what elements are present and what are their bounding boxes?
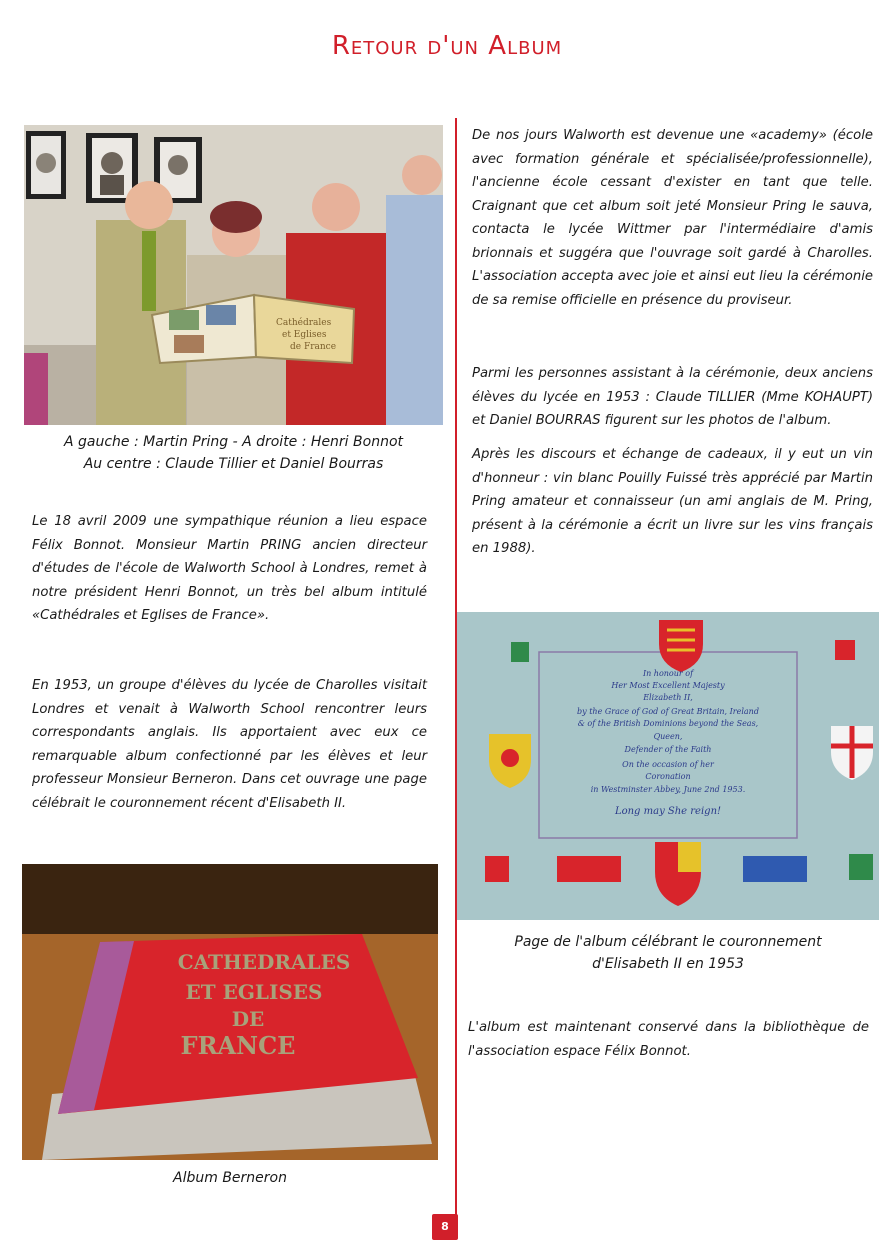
right-paragraph-1: De nos jours Walworth est devenue une «academy» (école avec formation générale et spécialisée/professionnelle), l'ancienne école cessant d'exister en tant que telle. Craignant que cet album soit jeté Monsieur Pring le sauva, contacta le lycée Wittmer par l'intermédiaire d'amis brionnais et suggéra que l'ouvrage soit gardé à Charolles. L'association accepta avec joie et ainsi eut lieu la cérémonie de sa remise officielle en présence du proviseur. (472, 128, 873, 308)
inscription-line: by the Grace of God of Great Britain, Ireland (577, 707, 759, 716)
inscription-line: in Westminster Abbey, June 2nd 1953. (590, 785, 746, 794)
album-cover-line: de France (290, 342, 337, 352)
stamp (511, 642, 529, 662)
stamp (835, 640, 855, 660)
caption-line: A gauche : Martin Pring - A droite : Henri Bonnot (63, 434, 403, 450)
inscription-line: Elizabeth II, (643, 693, 693, 702)
caption-line: d'Elisabeth II en 1953 (592, 956, 744, 972)
stamp (485, 856, 509, 882)
right-paragraph-3: Après les discours et échange de cadeaux, il y eut un vin d'honneur : vin blanc Pouilly Fuissé très apprécié par Martin Pring amateur et connaisseur (un ami anglais de M. Pring, présent à la cérémonie a écrit un livre sur les vins français en 1988). (472, 447, 873, 556)
inscription-line: Long may She reign! (614, 806, 722, 817)
wall-portrait (26, 131, 66, 199)
inscription-line: Her Most Excellent Majesty (611, 681, 725, 690)
page-title: Retour d'un Album (331, 31, 563, 62)
left-paragraph-2: En 1953, un groupe d'élèves du lycée de Charolles visitait Londres et venait à Walworth School rencontrer leurs correspondants anglais. Ils apportaient avec eux ce remarquable album confectionné par les élèves et leur professeur Monsieur Berneron. Dans cet ouvrage une page célébrait le couronnement récent d'Elisabeth II. (32, 678, 427, 811)
photo1-caption (24, 431, 443, 475)
person-henri-bonnot (386, 155, 443, 425)
inscription-line: Queen, (653, 732, 683, 741)
right-paragraph-2: Parmi les personnes assistant à la cérémonie, deux anciens élèves du lycée en 1953 : Claude TILLIER (Mme KOHAUPT) et Daniel BOURRAS figurent sur les photos de l'album. (472, 366, 873, 428)
cover-title-line: CATHEDRALES (177, 950, 351, 974)
photo3-caption (457, 931, 879, 975)
inscription-line: Coronation (645, 772, 691, 781)
cover-title-line: FRANCE (180, 1031, 296, 1060)
stamp (557, 856, 621, 882)
caption-line: Au centre : Claude Tillier et Daniel Bourras (83, 456, 384, 472)
photo2-caption: Album Berneron (173, 1170, 287, 1186)
album-cover-line: et Eglises (282, 330, 327, 340)
inscription-line: In honour of (642, 669, 694, 678)
page-number: 8 (432, 1214, 458, 1240)
coronation-page-photo (457, 612, 879, 920)
right-paragraph-4: L'album est maintenant conservé dans la bibliothèque de l'association espace Félix Bonnot. (468, 1020, 869, 1059)
stamp (849, 854, 873, 880)
album-cover-photo (22, 864, 438, 1160)
group-photo (24, 125, 443, 425)
stamp (743, 856, 807, 882)
cover-title-line: ET EGLISES (185, 980, 323, 1004)
cover-title-line: DE (231, 1007, 265, 1031)
inscription-line: & of the British Dominions beyond the Seas, (577, 719, 759, 728)
inscription-line: On the occasion of her (622, 760, 714, 769)
inscription-line: Defender of the Faith (624, 745, 712, 754)
left-paragraph-1: Le 18 avril 2009 une sympathique réunion a lieu espace Félix Bonnot. Monsieur Martin PRING ancien directeur d'études de l'école de Walworth School à Londres, remet à notre président Henri Bonnot, un très bel album intitulé «Cathédrales et Eglises de France». (32, 514, 427, 623)
album-cover-line: Cathédrales (276, 318, 332, 328)
caption-line: Page de l'album célébrant le couronnement (514, 934, 822, 950)
